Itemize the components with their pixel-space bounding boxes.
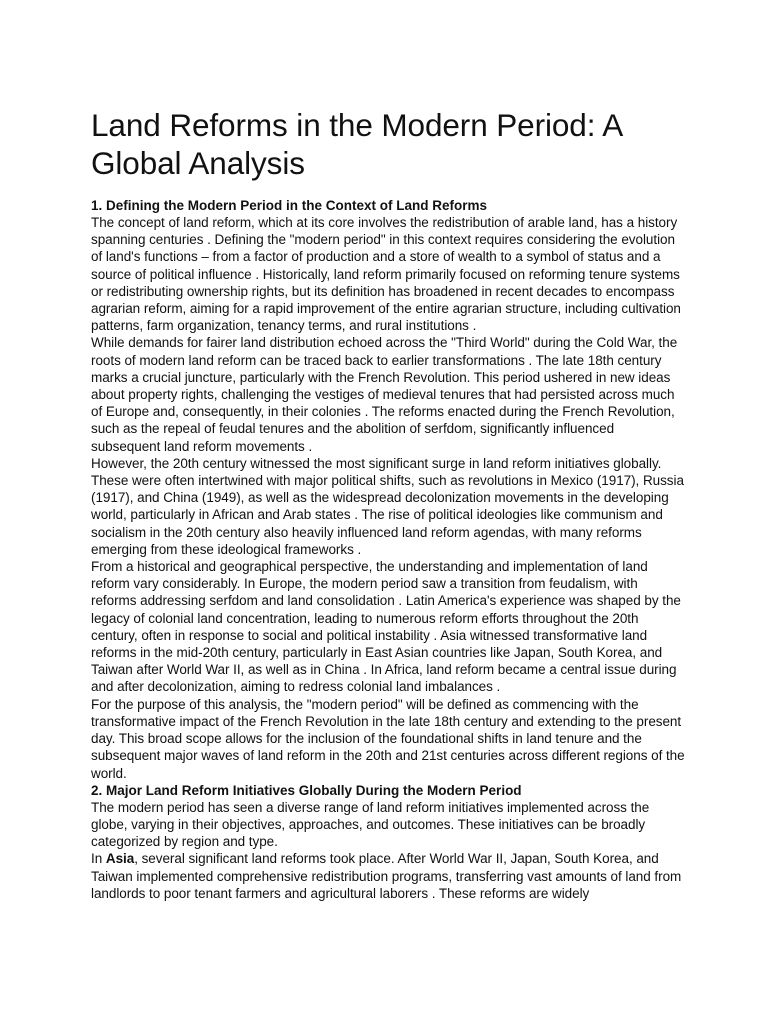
section-1-paragraph-5: For the purpose of this analysis, the "modern period" will be defined as commencing with the transformative impact of the French Revolution in the late 18th century and extending to the present day. This broad scope allows for the inclusion of the foundational shifts in land tenure and the subsequent major waves of land reform in the 20th and 21st centuries across different regions of the world. (91, 696, 685, 781)
section-2-heading: 2. Major Land Reform Initiatives Globally During the Modern Period (91, 782, 522, 798)
document-page (91, 106, 686, 902)
asia-prefix: In (91, 851, 106, 867)
section-2-paragraph-asia (91, 850, 686, 902)
asia-text: , several significant land reforms took place. After World War II, Japan, South Korea, and Taiwan implemented comprehensive redistribution programs, transferring vast amounts of land from landlords to poor tenant farmers and agricultural laborers . These reforms are widely (91, 851, 682, 901)
section-1-paragraph-4: From a historical and geographical perspective, the understanding and implementation of land reform vary considerably. In Europe, the modern period saw a transition from feudalism, with reforms addressing serfdom and land consolidation . Latin America's experience was shaped by the legacy of colonial land concentration, leading to numerous reform efforts throughout the 20th century, often in response to social and political instability . Asia witnessed transformative land reforms in the mid-20th century, particularly in East Asian countries like Japan, South Korea, and Taiwan after World War II, as well as in China . In Africa, land reform became a central issue during and after decolonization, aiming to redress colonial land imbalances . (91, 559, 681, 695)
section-1-paragraph-3: However, the 20th century witnessed the most significant surge in land reform initiatives globally. These were often intertwined with major political shifts, such as revolutions in Mexico (1917), Russia (1917), and China (1949), as well as the widespread decolonization movements in the developing world, particularly in African and Arab states . The rise of political ideologies like communism and socialism in the 20th century also heavily influenced land reform agendas, with many reforms emerging from these ideological frameworks . (91, 455, 684, 557)
section-2-paragraph-1: The modern period has seen a diverse range of land reform initiatives implemented across the globe, varying in their objectives, approaches, and outcomes. These initiatives can be broadly categorized by region and type. (91, 799, 650, 850)
section-1-heading: 1. Defining the Modern Period in the Context of Land Reforms (91, 198, 488, 213)
document-title: Land Reforms in the Modern Period: A Global Analysis (91, 107, 622, 181)
section-1-paragraph-2: While demands for fairer land distribution echoed across the "Third World" during the Cold War, the roots of modern land reform can be traced back to earlier transformations . The late 18th century marks a crucial juncture, particularly with the French Revolution. This period ushered in new ideas about property rights, challenging the vestiges of medieval tenures that had persisted across much of Europe and, consequently, in their colonies . The reforms enacted during the French Revolution, such as the repeal of feudal tenures and the abolition of serfdom, significantly influenced subsequent land reform movements . (91, 335, 678, 454)
section-1-paragraph-1: The concept of land reform, which at its core involves the redistribution of arable land, has a history spanning centuries . Defining the "modern period" in this context requires considering the evolution of land's functions – from a factor of production and a store of wealth to a symbol of status and a source of political influence . Historically, land reform primarily focused on reforming tenure systems or redistributing ownership rights, but its definition has broadened in recent decades to encompass agrarian reform, aiming for a rapid improvement of the entire agrarian structure, including cultivation patterns, farm organization, tenancy terms, and rural institutions . (91, 215, 681, 334)
asia-keyword: Asia (105, 851, 135, 867)
